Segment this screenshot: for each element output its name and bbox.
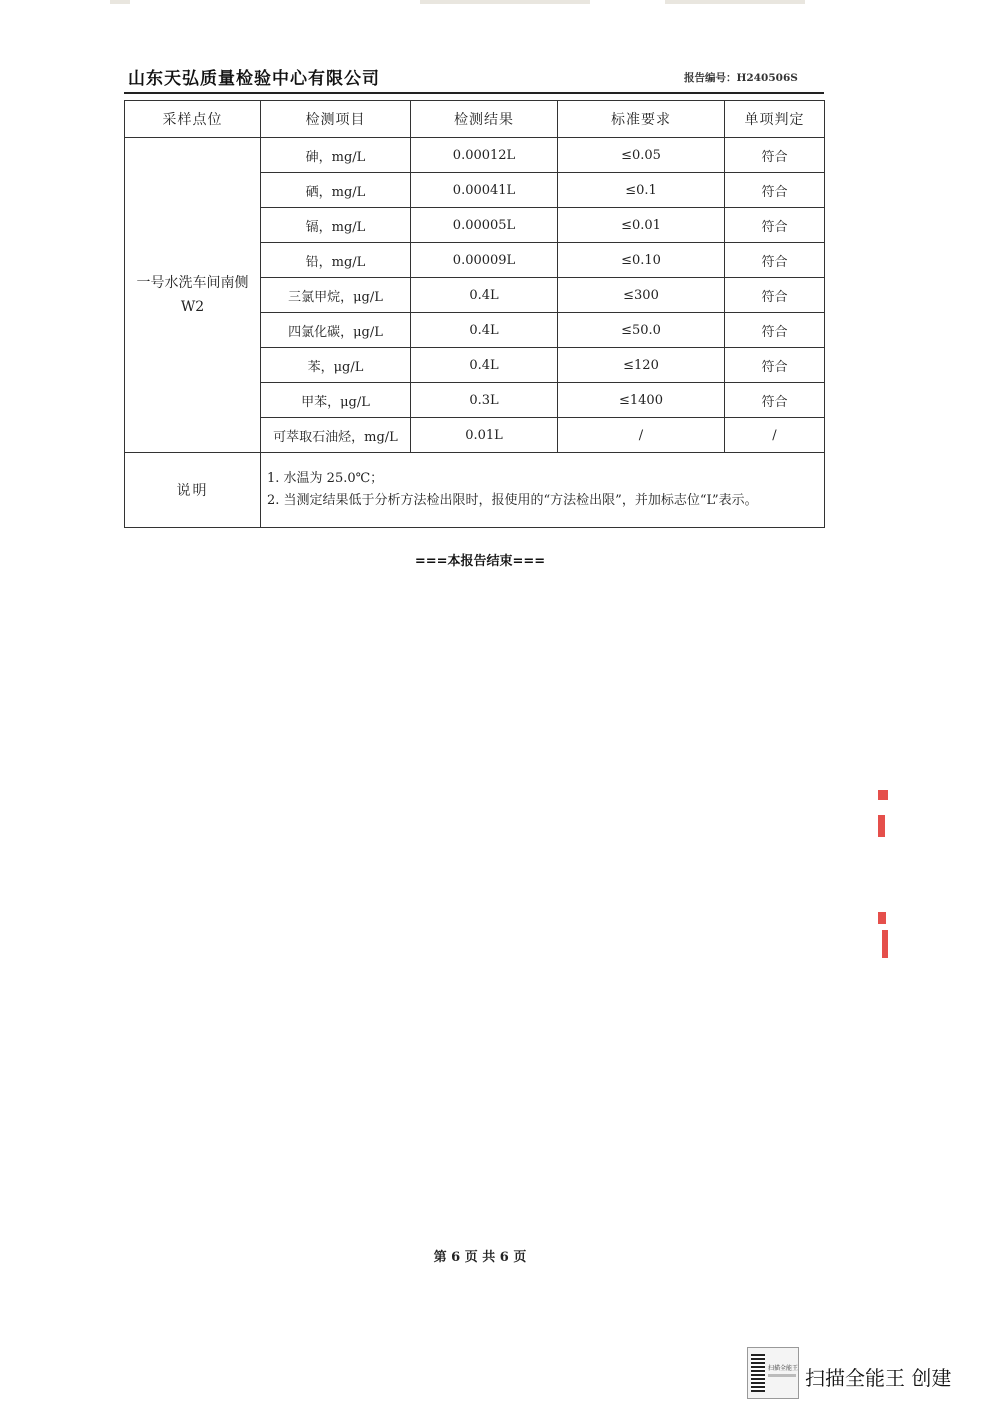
test-item: 硒，mg/L — [261, 173, 411, 208]
column-header: 检测项目 — [261, 101, 411, 138]
judgement: 符合 — [725, 383, 825, 418]
column-header: 标准要求 — [558, 101, 725, 138]
results-table — [124, 100, 825, 528]
judgement: 符合 — [725, 348, 825, 383]
test-result: 0.00012L — [411, 138, 558, 173]
judgement: 符合 — [725, 173, 825, 208]
column-header: 检测结果 — [411, 101, 558, 138]
scan-smudge — [420, 0, 590, 4]
header-rule — [124, 92, 824, 94]
judgement: 符合 — [725, 138, 825, 173]
test-result: 0.00009L — [411, 243, 558, 278]
judgement: 符合 — [725, 278, 825, 313]
standard-requirement: / — [558, 418, 725, 453]
test-result: 0.4L — [411, 313, 558, 348]
scan-smudge — [665, 0, 805, 4]
standard-requirement: ≤1400 — [558, 383, 725, 418]
standard-requirement: ≤300 — [558, 278, 725, 313]
test-result: 0.00041L — [411, 173, 558, 208]
standard-requirement: ≤0.1 — [558, 173, 725, 208]
test-item: 四氯化碳，μg/L — [261, 313, 411, 348]
judgement: 符合 — [725, 313, 825, 348]
notes-label: 说明 — [125, 453, 261, 528]
seal-fragment — [878, 815, 885, 837]
seal-fragment — [882, 930, 888, 958]
scan-smudge — [110, 0, 130, 4]
qr-code-icon — [751, 1354, 765, 1392]
column-header: 单项判定 — [725, 101, 825, 138]
test-item: 可萃取石油烃，mg/L — [261, 418, 411, 453]
company-name: 山东天弘质量检验中心有限公司 — [128, 69, 380, 89]
test-item: 砷，mg/L — [261, 138, 411, 173]
sampling-site-cell — [125, 138, 261, 453]
test-item: 苯，μg/L — [261, 348, 411, 383]
test-result: 0.4L — [411, 278, 558, 313]
watermark-logo-text: 扫描全能王 — [768, 1365, 799, 1372]
standard-requirement: ≤0.01 — [558, 208, 725, 243]
seal-fragment — [878, 912, 886, 924]
standard-requirement: ≤120 — [558, 348, 725, 383]
sampling-site-code: W2 — [180, 299, 205, 315]
note-line: 1. 水温为 25.0℃； — [267, 471, 384, 486]
standard-requirement: ≤50.0 — [558, 313, 725, 348]
judgement: / — [725, 418, 825, 453]
seal-fragment — [878, 790, 888, 800]
table-row — [125, 138, 825, 173]
test-item: 三氯甲烷，μg/L — [261, 278, 411, 313]
watermark-text: 扫描全能王 创建 — [805, 1366, 952, 1390]
test-item: 铅，mg/L — [261, 243, 411, 278]
column-header: 采样点位 — [125, 101, 261, 138]
test-result: 0.3L — [411, 383, 558, 418]
test-item: 镉，mg/L — [261, 208, 411, 243]
test-item: 甲苯，μg/L — [261, 383, 411, 418]
page-number: 第 6 页 共 6 页 — [433, 1250, 527, 1265]
test-result: 0.01L — [411, 418, 558, 453]
standard-requirement: ≤0.05 — [558, 138, 725, 173]
note-line: 2. 当测定结果低于分析方法检出限时，报使用的“方法检出限”，并加标志位“L”表示。 — [267, 493, 758, 508]
watermark-logo — [747, 1347, 799, 1399]
watermark-logo-subline — [768, 1374, 796, 1377]
judgement: 符合 — [725, 208, 825, 243]
judgement: 符合 — [725, 243, 825, 278]
sampling-site: 一号水洗车间南侧 — [136, 275, 249, 291]
test-result: 0.00005L — [411, 208, 558, 243]
notes-cell — [261, 453, 825, 528]
notes-row — [125, 453, 825, 528]
standard-requirement: ≤0.10 — [558, 243, 725, 278]
report-number: 报告编号：H240506S — [684, 72, 798, 84]
report-end-mark: ===本报告结束=== — [414, 554, 546, 569]
test-result: 0.4L — [411, 348, 558, 383]
table-header-row — [125, 101, 825, 138]
